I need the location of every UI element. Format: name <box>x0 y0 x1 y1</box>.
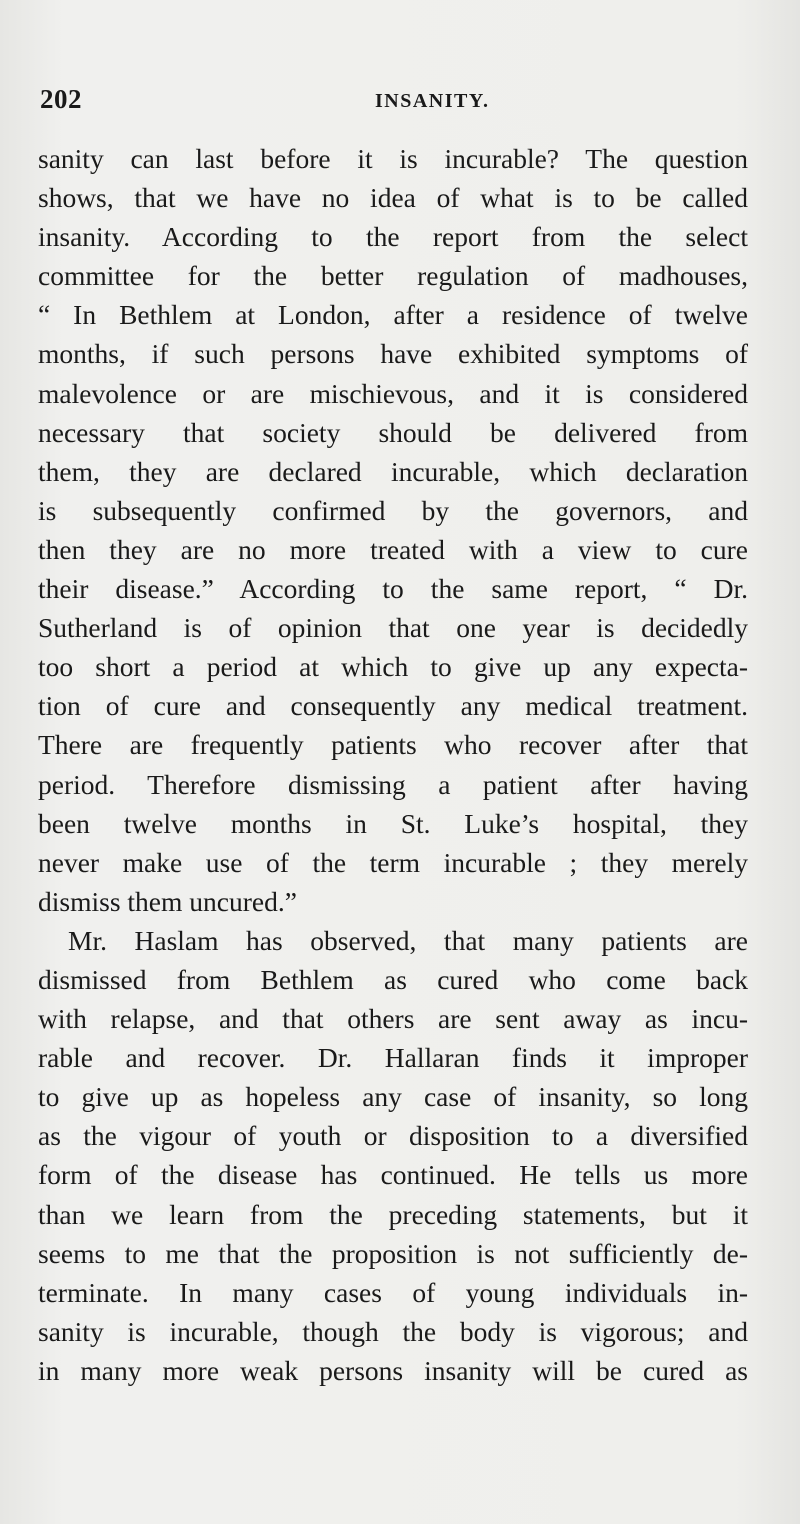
running-head: INSANITY. <box>375 90 490 112</box>
text-line: is subsequently confirmed by the governors, and <box>38 494 748 526</box>
text-line: than we learn from the preceding statements, but it <box>38 1198 748 1230</box>
text-line: shows, that we have no idea of what is to be called <box>38 182 748 214</box>
text-line: to give up as hopeless any case of insanity, so long <box>38 1081 748 1113</box>
text-line: their disease.” According to the same report, “ Dr. <box>38 573 748 605</box>
text-line: Sutherland is of opinion that one year is decidedly <box>38 612 748 644</box>
text-line: never make use of the term incurable ; they merely <box>38 846 748 878</box>
text-line: dismiss them uncured.” <box>38 885 297 917</box>
text-line: seems to me that the proposition is not sufficiently de- <box>38 1237 748 1269</box>
text-line: There are frequently patients who recover after that <box>38 729 748 761</box>
text-line: form of the disease has continued. He tells us more <box>38 1159 748 1191</box>
text-line: terminate. In many cases of young individuals in- <box>38 1276 748 1308</box>
text-line: sanity is incurable, though the body is vigorous; and <box>38 1315 748 1347</box>
text-line: then they are no more treated with a view to cure <box>38 533 748 565</box>
text-line: with relapse, and that others are sent away as incu- <box>38 1003 748 1035</box>
text-line: committee for the better regulation of madhouses, <box>38 260 748 292</box>
text-line: in many more weak persons insanity will be cured as <box>38 1354 748 1386</box>
text-line: necessary that society should be delivered from <box>38 416 748 448</box>
body-text <box>38 139 748 1390</box>
page-header <box>40 84 750 118</box>
text-line: “ In Bethlem at London, after a residence of twelve <box>38 299 748 331</box>
text-line: insanity. According to the report from the select <box>38 221 748 253</box>
text-line: them, they are declared incurable, which declaration <box>38 455 748 487</box>
text-line: dismissed from Bethlem as cured who come back <box>38 963 748 995</box>
text-line: too short a period at which to give up any expecta- <box>38 651 748 683</box>
text-line: tion of cure and consequently any medical treatment. <box>38 690 748 722</box>
page-number: 202 <box>40 84 82 114</box>
text-line: as the vigour of youth or disposition to a diversified <box>38 1120 748 1152</box>
text-line: been twelve months in St. Luke’s hospital, they <box>38 807 748 839</box>
text-line: months, if such persons have exhibited symptoms of <box>38 338 748 370</box>
text-line: rable and recover. Dr. Hallaran finds it improper <box>38 1042 748 1074</box>
text-line: sanity can last before it is incurable? The question <box>38 143 748 174</box>
text-line: Mr. Haslam has observed, that many patients are <box>68 924 748 956</box>
text-line: malevolence or are mischievous, and it is considered <box>38 377 748 409</box>
text-line: period. Therefore dismissing a patient after having <box>38 768 748 800</box>
